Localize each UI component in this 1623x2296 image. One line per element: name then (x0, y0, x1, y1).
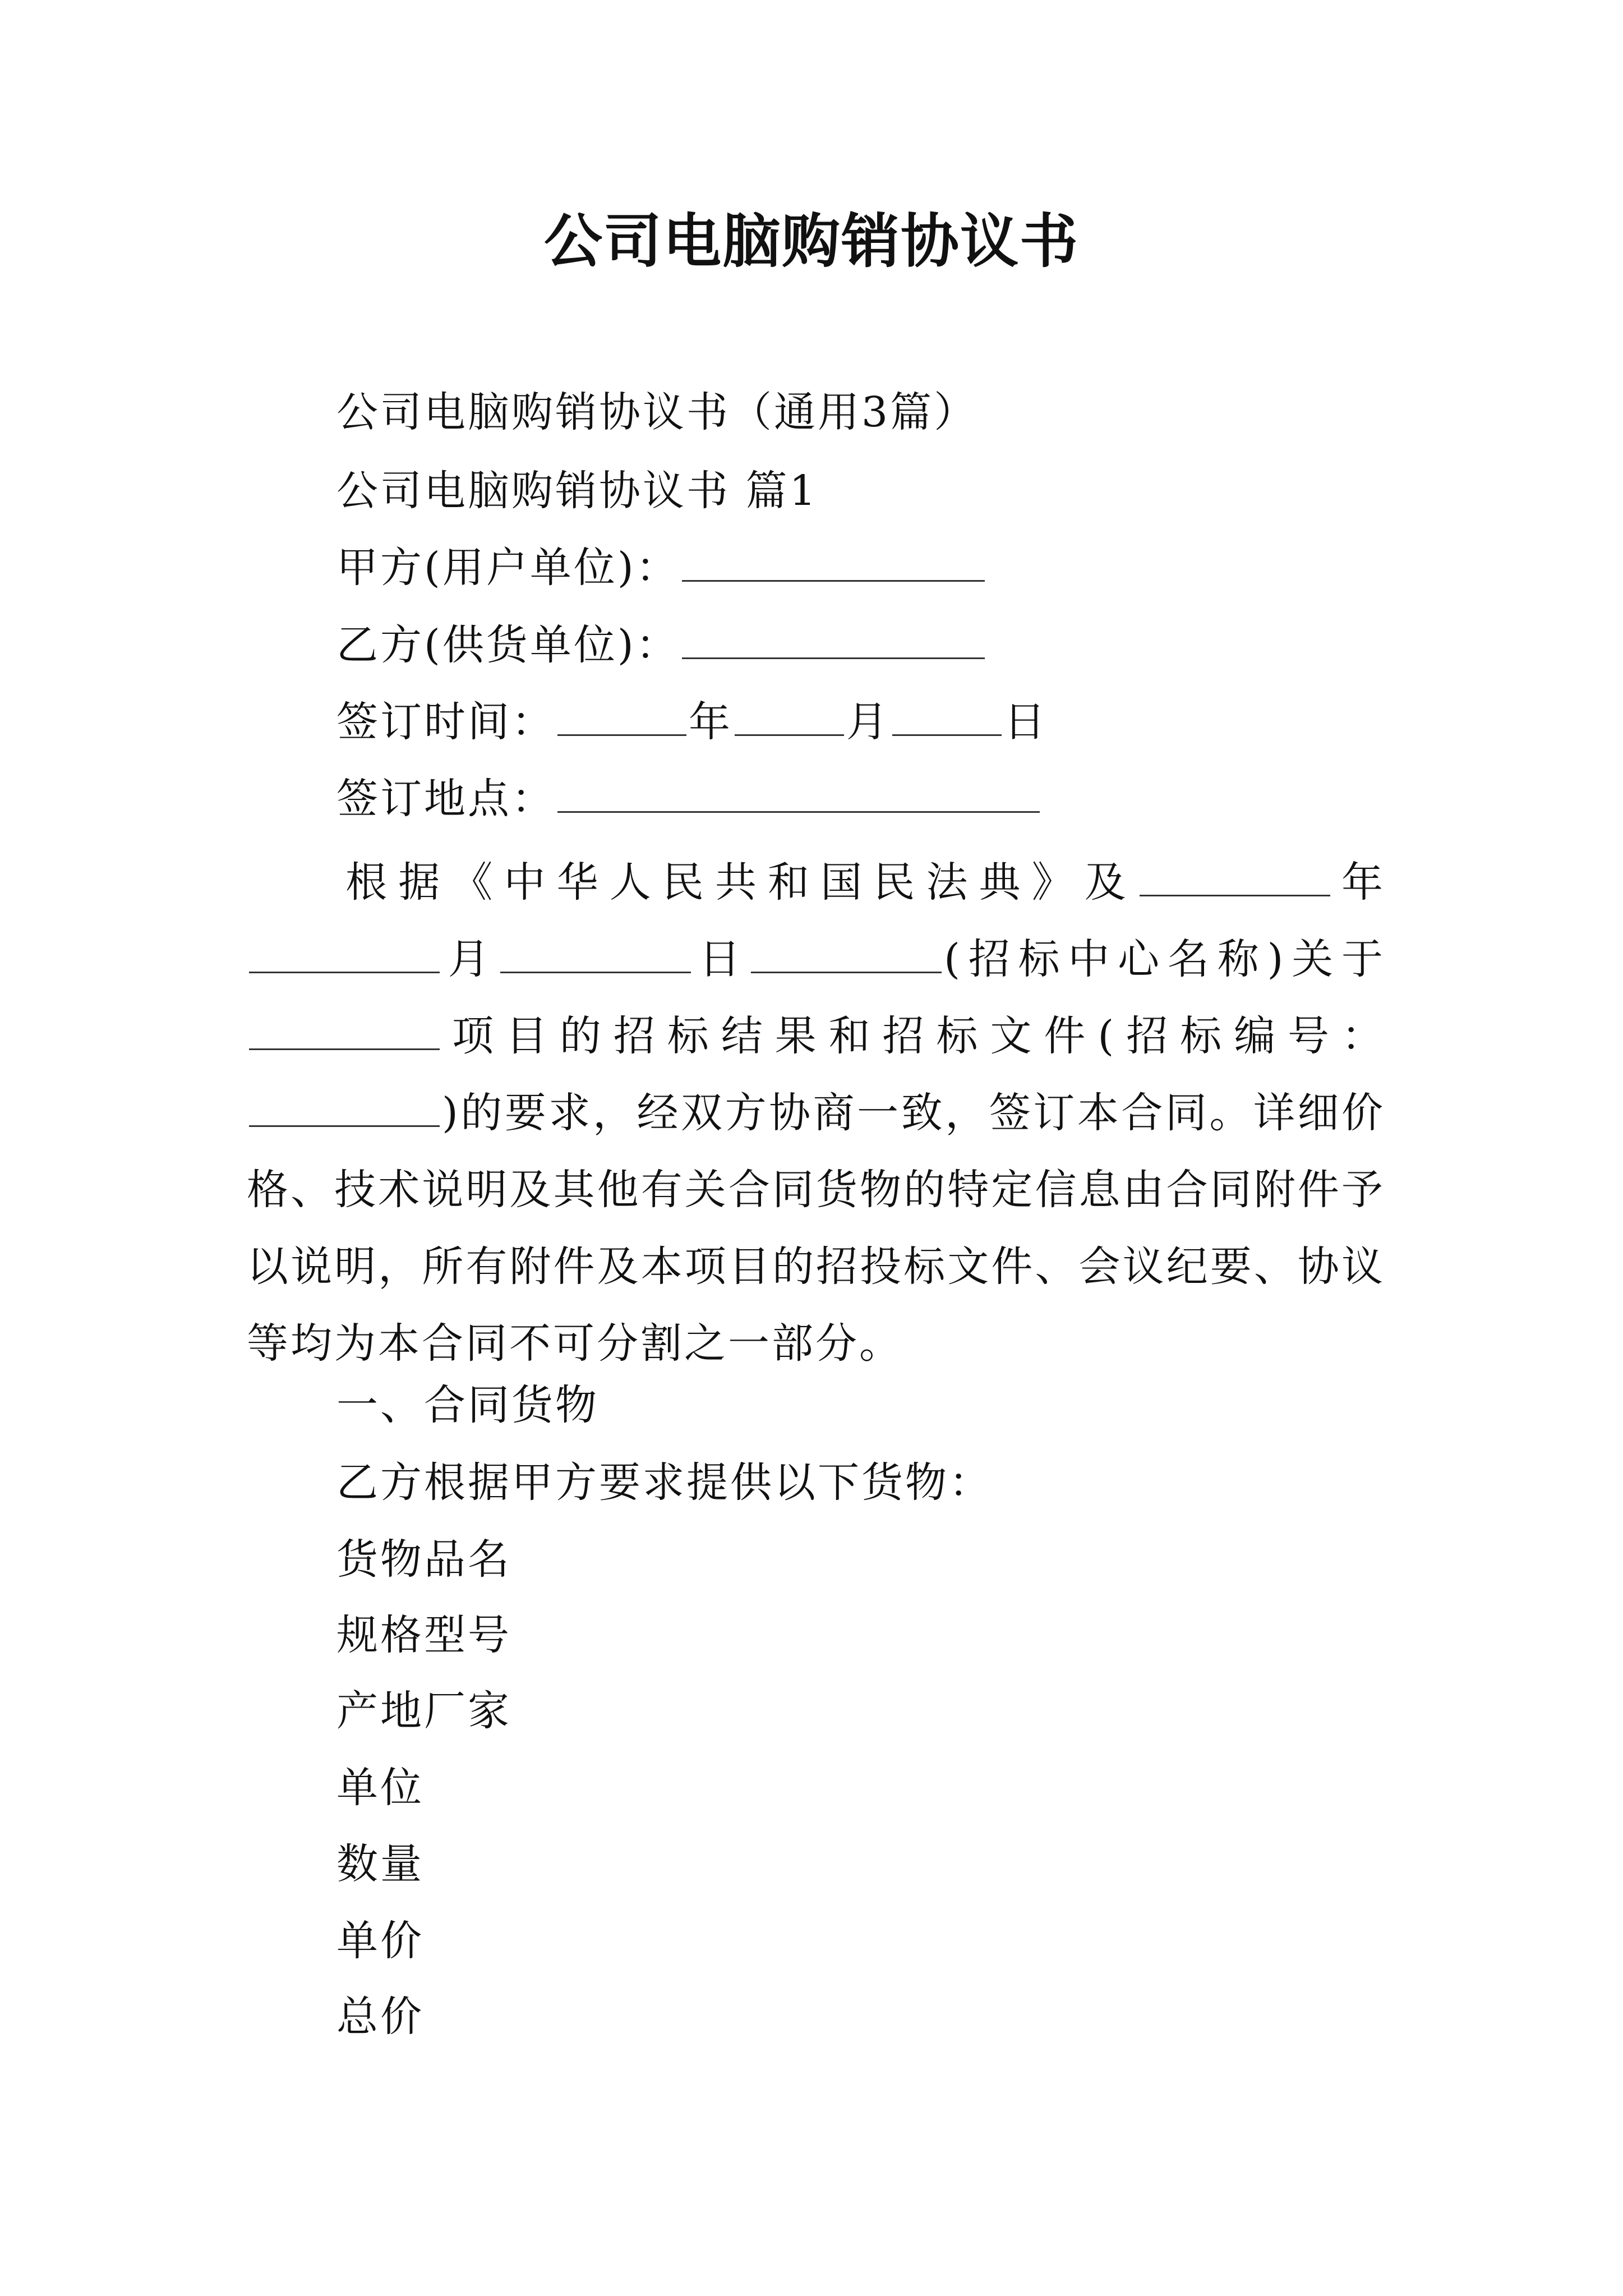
sign-place-label: 签订地点： (336, 775, 555, 823)
goods-field-unit: 单位 (336, 1764, 424, 1812)
goods-field-spec: 规格型号 (336, 1611, 511, 1659)
tender-number-blank (249, 1084, 440, 1127)
sign-year-blank (557, 693, 686, 736)
project-name-blank (249, 1007, 440, 1050)
sign-month-blank (735, 693, 844, 736)
goods-field-unit-price: 单价 (336, 1917, 424, 1965)
sign-year-label: 年 (689, 698, 732, 746)
party-a-label: 甲方(用户单位)： (336, 544, 680, 592)
goods-field-origin: 产地厂家 (336, 1687, 511, 1735)
para1-part2: (招标中心名称)关于 (944, 935, 1385, 983)
document-subtitle: 公司电脑购销协议书（通用3篇） (336, 388, 978, 436)
sign-date-line (336, 693, 1048, 750)
party-b-blank (682, 616, 985, 659)
document-title: 公司电脑购销协议书 (543, 207, 1079, 275)
para1-day-label: 日 (693, 935, 749, 983)
party-a-blank (682, 539, 985, 582)
party-b-label: 乙方(供货单位)： (336, 621, 680, 669)
para1-part3: 项目的招标结果和招标文件(招标编号： (442, 1012, 1385, 1060)
sign-day-blank (892, 693, 1002, 736)
goods-field-quantity: 数量 (336, 1840, 424, 1888)
sign-month-label: 月 (846, 698, 890, 746)
para1-year-label: 年 (1332, 858, 1386, 907)
para1-month-label: 月 (442, 935, 498, 983)
article1-title: 一、合同货物 (336, 1381, 599, 1429)
section-heading: 公司电脑购销协议书 篇1 (336, 467, 818, 515)
para1-month-blank (249, 930, 440, 973)
tender-center-blank (751, 930, 942, 973)
goods-field-total-price: 总价 (336, 1993, 424, 2041)
sign-date-label: 签订时间： (336, 698, 555, 746)
para1-part1: 根据《中华人民共和国民法典》及 (336, 858, 1137, 907)
sign-place-blank (557, 770, 1040, 813)
goods-field-name: 货物品名 (336, 1535, 511, 1584)
para1-day-blank (500, 930, 691, 973)
para1-year-blank (1140, 853, 1330, 896)
sign-day-label: 日 (1004, 698, 1048, 746)
article1-intro: 乙方根据甲方要求提供以下货物： (336, 1458, 993, 1507)
party-a-line (336, 539, 987, 596)
sign-place-line (336, 770, 1042, 827)
para1-part4: )的要求，经双方协商一致，签订本合同。详细价格、技术说明及其他有关合同货物的特定信息由合同附件予以说明，所有附件及本项目的招投标文件、会议纪要、协议等均为本合同不可分割之一部分。 (247, 1089, 1385, 1368)
party-b-line (336, 616, 987, 673)
contract-basis-paragraph (247, 844, 1385, 1382)
